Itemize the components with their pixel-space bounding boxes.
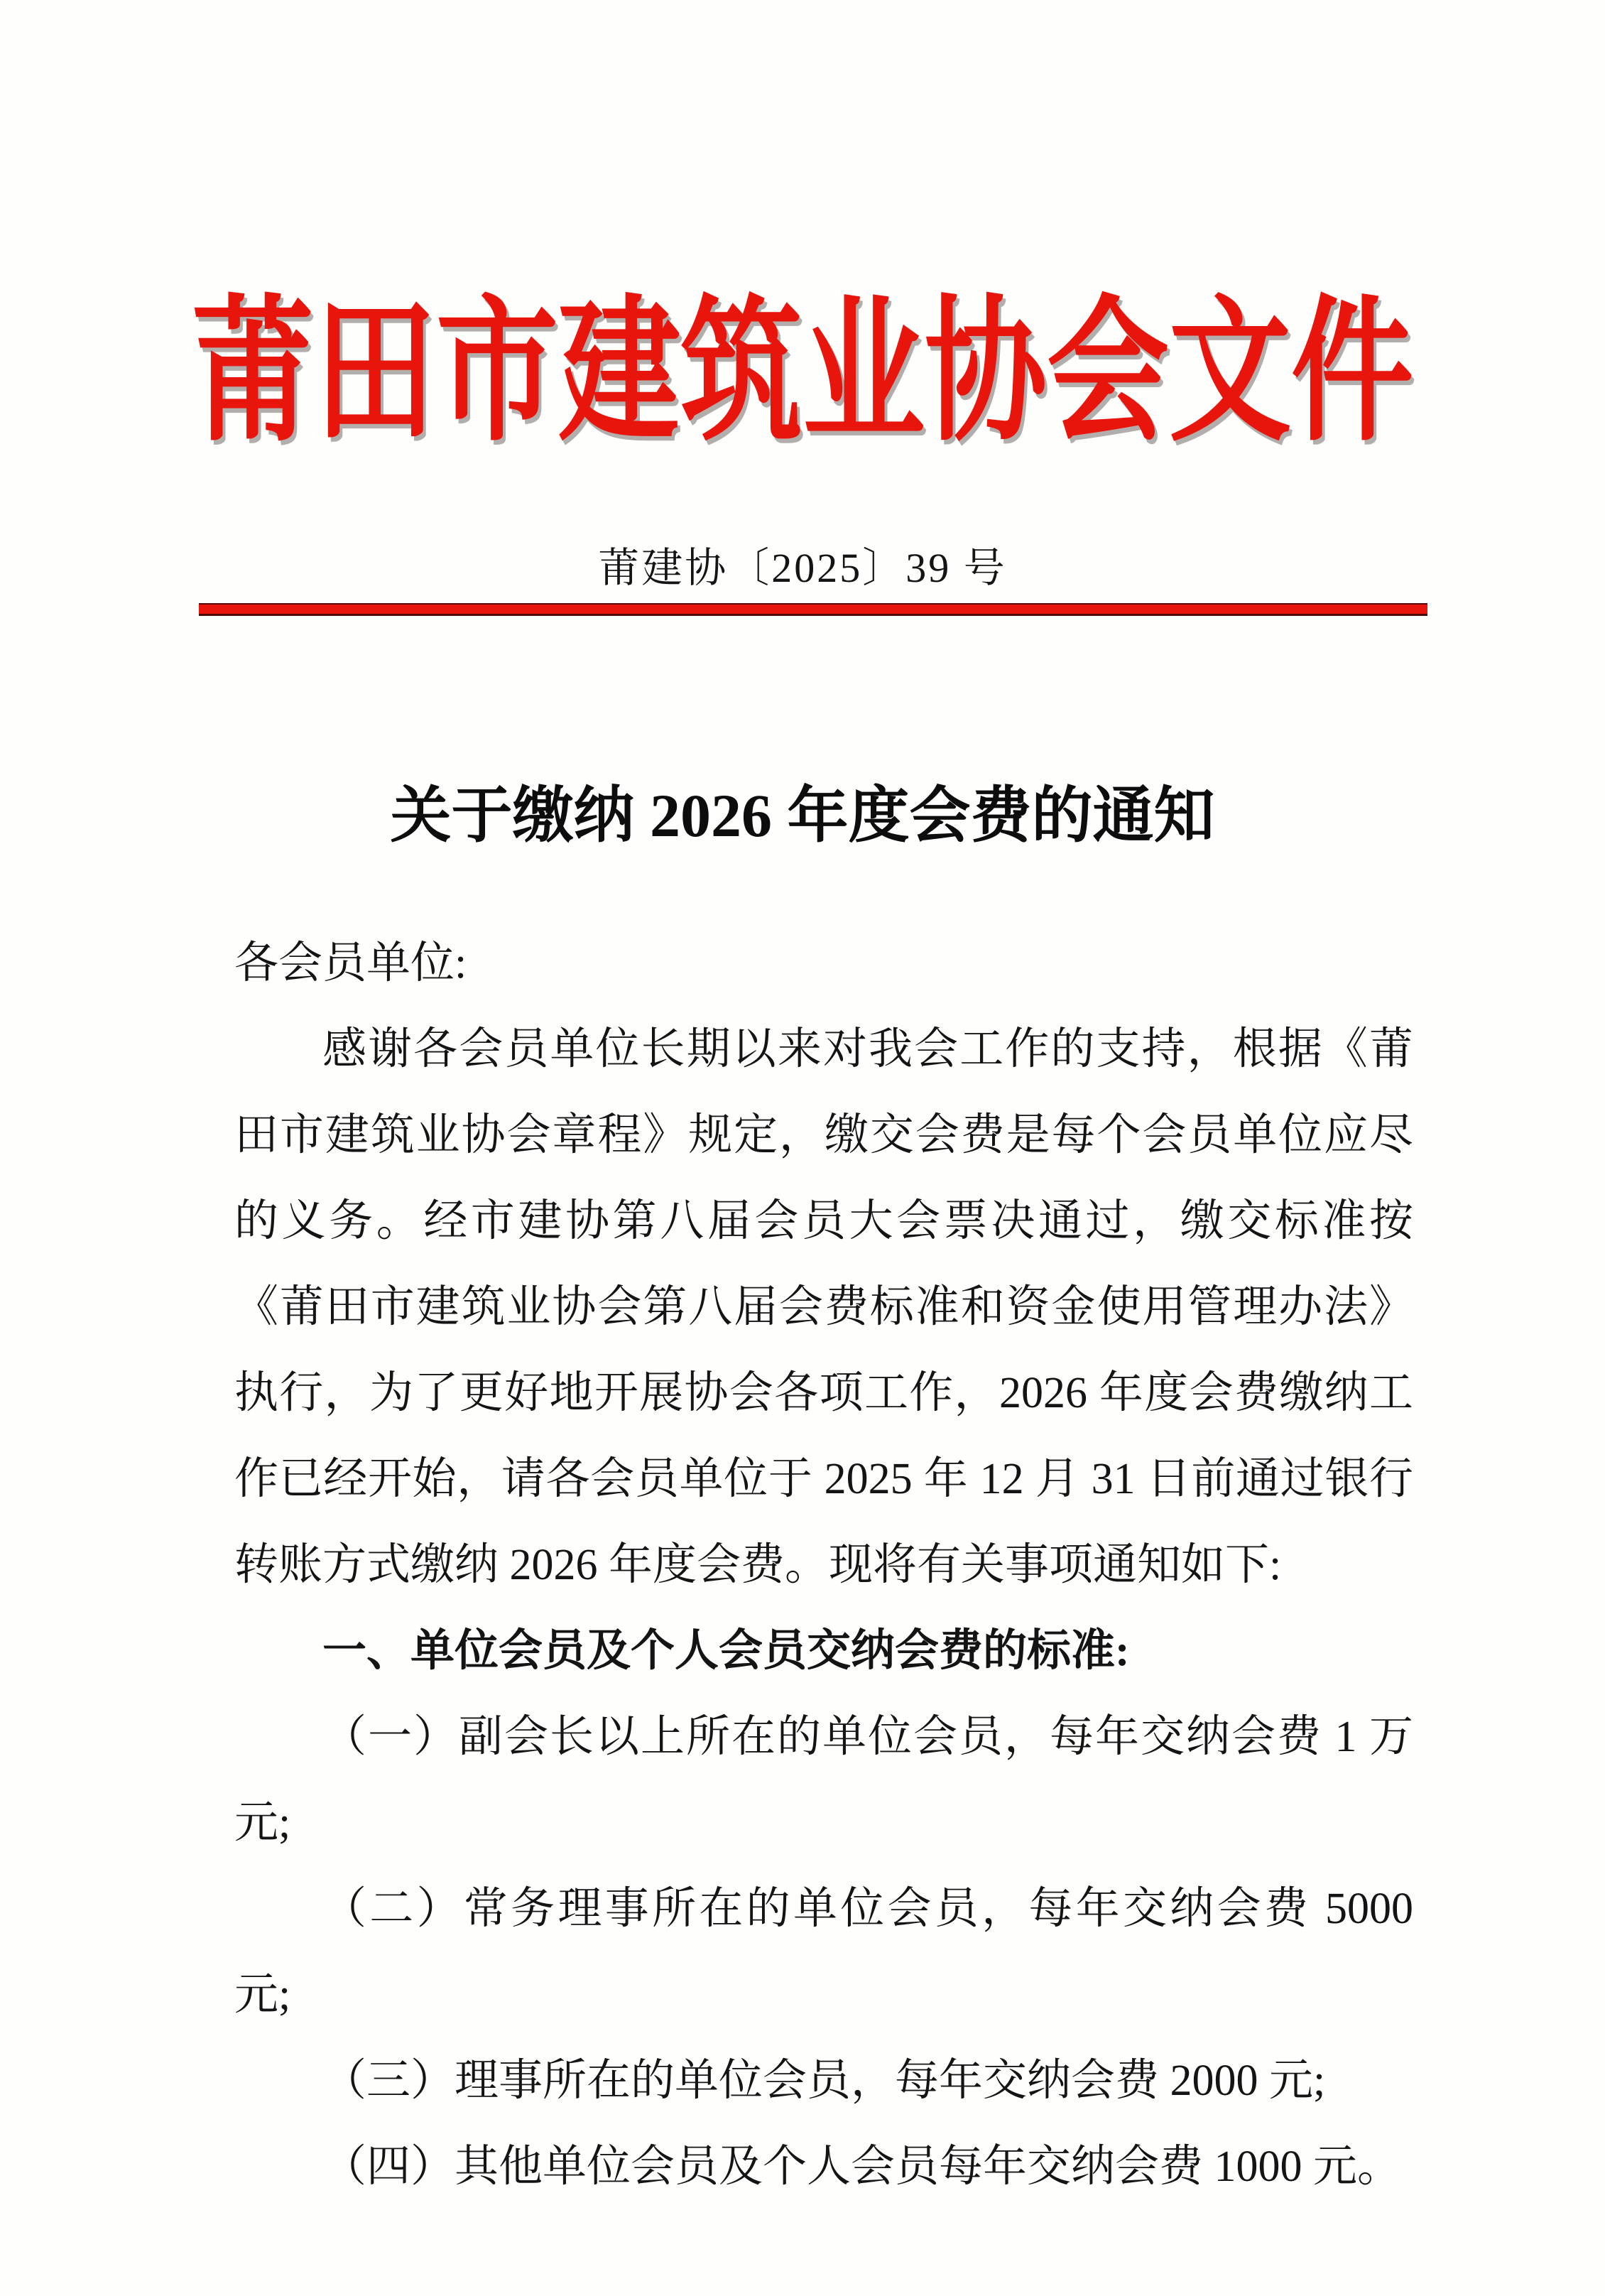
document-number: 莆建协〔2025〕39 号	[598, 545, 1007, 591]
fee-item-4: （四）其他单位会员及个人会员每年交纳会费 1000 元。	[322, 2143, 1402, 2191]
document-body	[234, 921, 1413, 2210]
body-paragraph: 感谢各会员单位长期以来对我会工作的支持，根据《莆田市建筑业协会章程》规定，缴交会费是每个会员单位应尽的义务。经市建协第八届会员大会票决通过，缴交标准按《莆田市建筑业协会第八届会费标准和资金使用管理办法》执行，为了更好地开展协会各项工作，2026 年度会费缴纳工作已经开始，请各会员单位于 2025 年 12 月 31 日前通过银行转账方式缴纳 2026 年度会费。现将有关事项通知如下:	[234, 1025, 1413, 1589]
red-divider-rule	[199, 603, 1427, 616]
fee-item-1: （一）副会长以上所在的单位会员，每年交纳会费 1 万元;	[234, 1713, 1413, 1847]
fee-item-3: （三）理事所在的单位会员，每年交纳会费 2000 元;	[322, 2057, 1326, 2105]
section-heading: 一、单位会员及个人会员交纳会费的标准:	[322, 1627, 1130, 1675]
salutation-line: 各会员单位:	[234, 939, 467, 987]
fee-item-2: （二）常务理事所在的单位会员，每年交纳会费 5000 元;	[234, 1885, 1413, 2019]
document-title: 关于缴纳 2026 年度会费的通知	[390, 781, 1215, 850]
org-header-title: 莆田市建筑业协会文件	[192, 287, 1413, 460]
